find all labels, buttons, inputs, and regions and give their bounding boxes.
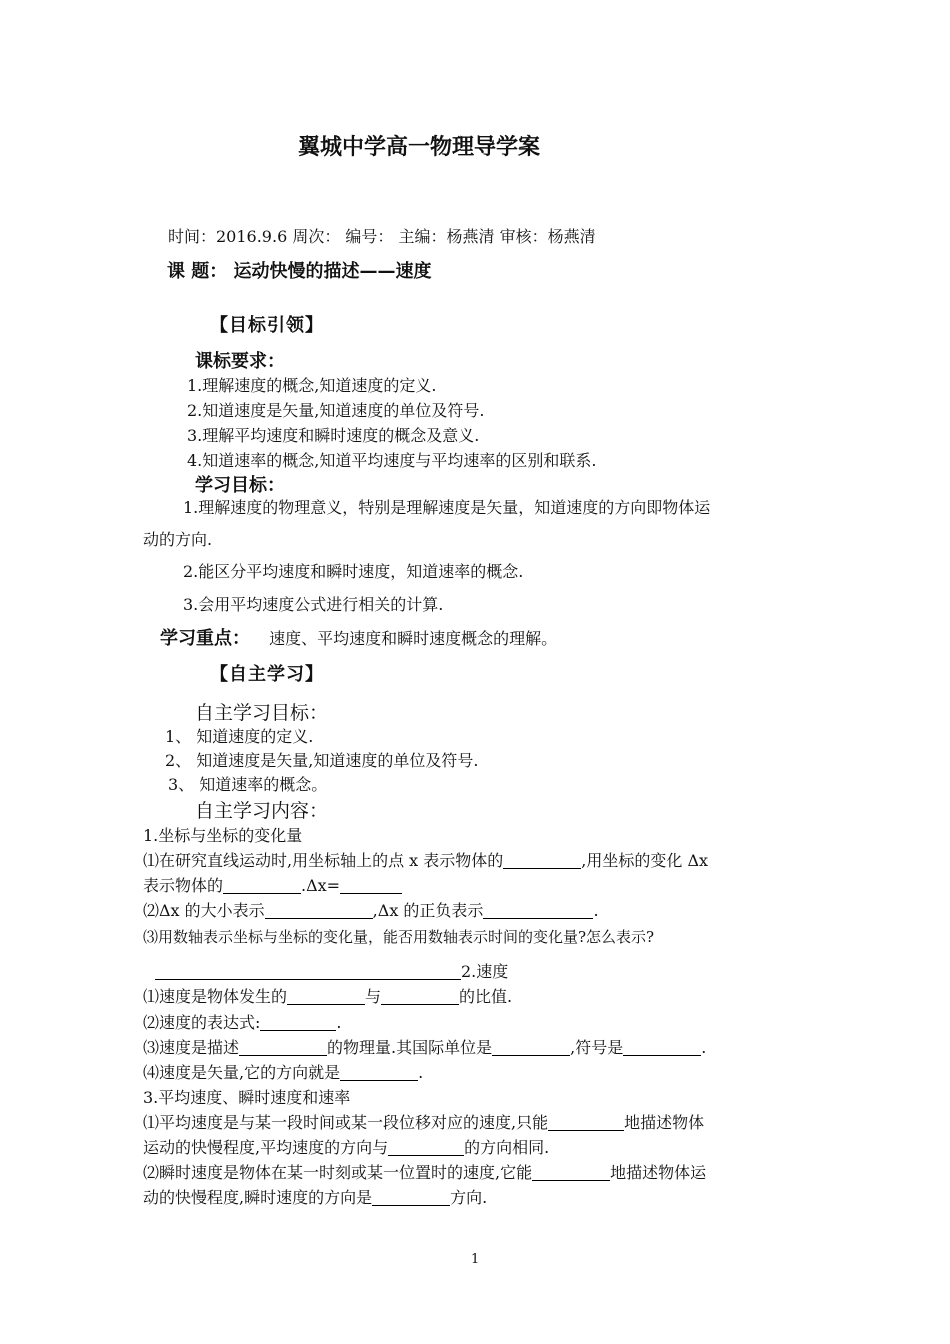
text-segment: 方向. [450,1188,488,1207]
content-line [155,962,508,982]
text-segment: ⑵Δx 的大小表示 [143,901,265,920]
learning-goals-title: 学习目标： [195,475,285,496]
text-segment: 地描述物体运 [610,1163,707,1182]
page-number: 1 [471,1252,480,1267]
text-segment: . [418,1063,424,1082]
content-heading: 3.平均速度、瞬时速度和速率 [143,1088,351,1107]
curriculum-title: 课标要求： [195,351,285,372]
content-heading: 2.速度 [461,962,509,981]
content-line [143,876,402,896]
content-line [143,851,708,871]
fill-blank[interactable] [155,963,461,980]
self-study-goals-title: 自主学习目标： [195,702,329,724]
content-line [143,1063,423,1083]
text-segment: . [593,901,599,920]
text-segment: ⑷速度是矢量,它的方向就是 [143,1063,341,1082]
fill-blank[interactable] [287,988,365,1005]
curriculum-item: 1.理解速度的概念,知道速度的定义. [187,376,437,395]
curriculum-item: 4.知道速率的概念,知道平均速度与平均速率的区别和联系. [187,451,597,470]
text-segment: ,符号是 [570,1038,624,1057]
text-segment: ⑴速度是物体发生的 [143,987,288,1006]
fill-blank[interactable] [532,1164,610,1181]
content-line: ⑶用数轴表示坐标与坐标的变化量，能否用数轴表示时间的变化量?怎么表示? [143,928,655,946]
fill-blank[interactable] [388,1139,464,1156]
learning-goal-item: 3.会用平均速度公式进行相关的计算. [183,595,444,614]
content-line [143,987,512,1007]
content-heading: 1.坐标与坐标的变化量 [143,826,303,845]
text-segment: 与 [365,987,382,1006]
fill-blank[interactable] [483,902,593,919]
fill-blank[interactable] [340,1064,418,1081]
fill-blank[interactable] [492,1039,570,1056]
fill-blank[interactable] [372,1189,450,1206]
learning-goal-item: 动的方向. [143,530,213,549]
content-line [143,1113,704,1133]
section-header-self-study: 【自主学习】 [210,664,324,685]
text-segment: 的比值. [459,987,513,1006]
text-segment: 地描述物体 [624,1113,705,1132]
text-segment: . [336,1013,342,1032]
text-segment: ⑵瞬时速度是物体在某一时刻或某一位置时的速度,它能 [143,1163,533,1182]
text-segment: 的物理量.其国际单位是 [327,1038,493,1057]
fill-blank[interactable] [548,1114,624,1131]
fill-blank[interactable] [260,1014,336,1031]
text-segment: 的方向相同. [464,1138,550,1157]
self-study-goal-item: 2、 知道速度是矢量,知道速度的单位及符号. [165,751,479,770]
key-point-line [160,629,557,649]
text-segment: . [701,1038,707,1057]
text-segment: ⑴平均速度是与某一段时间或某一段位移对应的速度,只能 [143,1113,549,1132]
section-header-goals: 【目标引领】 [210,315,324,336]
text-segment: ,用坐标的变化 Δx [581,851,709,870]
curriculum-item: 2.知道速度是矢量,知道速度的单位及符号. [187,401,485,420]
text-segment: ,Δx 的正负表示 [372,901,484,920]
learning-goal-item: 1.理解速度的物理意义，特别是理解速度是矢量，知道速度的方向即物体运 [183,498,711,517]
content-line [143,901,599,921]
self-study-goal-item: 1、 知道速度的定义. [165,727,314,746]
fill-blank[interactable] [340,877,402,894]
content-line [143,1013,342,1033]
key-point-label: 学习重点： [160,628,250,649]
page-title: 翼城中学高一物理导学案 [298,135,541,160]
text-segment: 运动的快慢程度,平均速度的方向与 [143,1138,389,1157]
text-segment: 表示物体的 [143,876,224,895]
fill-blank[interactable] [623,1039,701,1056]
text-segment: ⑶速度是描述 [143,1038,240,1057]
content-line [143,1038,706,1058]
content-line [143,1188,487,1208]
text-segment: .Δx= [301,876,341,895]
meta-line: 时间：2016.9.6 周次： 编号： 主编：杨燕清 审核：杨燕清 [168,227,596,246]
fill-blank[interactable] [239,1039,327,1056]
content-line [143,1138,549,1158]
self-study-goal-item: 3、 知道速率的概念。 [168,775,328,794]
text-segment: 动的快慢程度,瞬时速度的方向是 [143,1188,373,1207]
fill-blank[interactable] [503,852,581,869]
text-segment: ⑵速度的表达式: [143,1013,261,1032]
key-point-text: 速度、平均速度和瞬时速度概念的理解。 [269,629,558,648]
curriculum-item: 3.理解平均速度和瞬时速度的概念及意义. [187,426,480,445]
self-study-content-title: 自主学习内容： [195,800,329,822]
fill-blank[interactable] [381,988,459,1005]
learning-goal-item: 2.能区分平均速度和瞬时速度，知道速率的概念. [183,562,524,581]
content-line [143,1163,706,1183]
text-segment: ⑴在研究直线运动时,用坐标轴上的点 x 表示物体的 [143,851,504,870]
topic-line: 课 题： 运动快慢的描述——速度 [167,261,432,282]
fill-blank[interactable] [223,877,301,894]
fill-blank[interactable] [265,902,373,919]
